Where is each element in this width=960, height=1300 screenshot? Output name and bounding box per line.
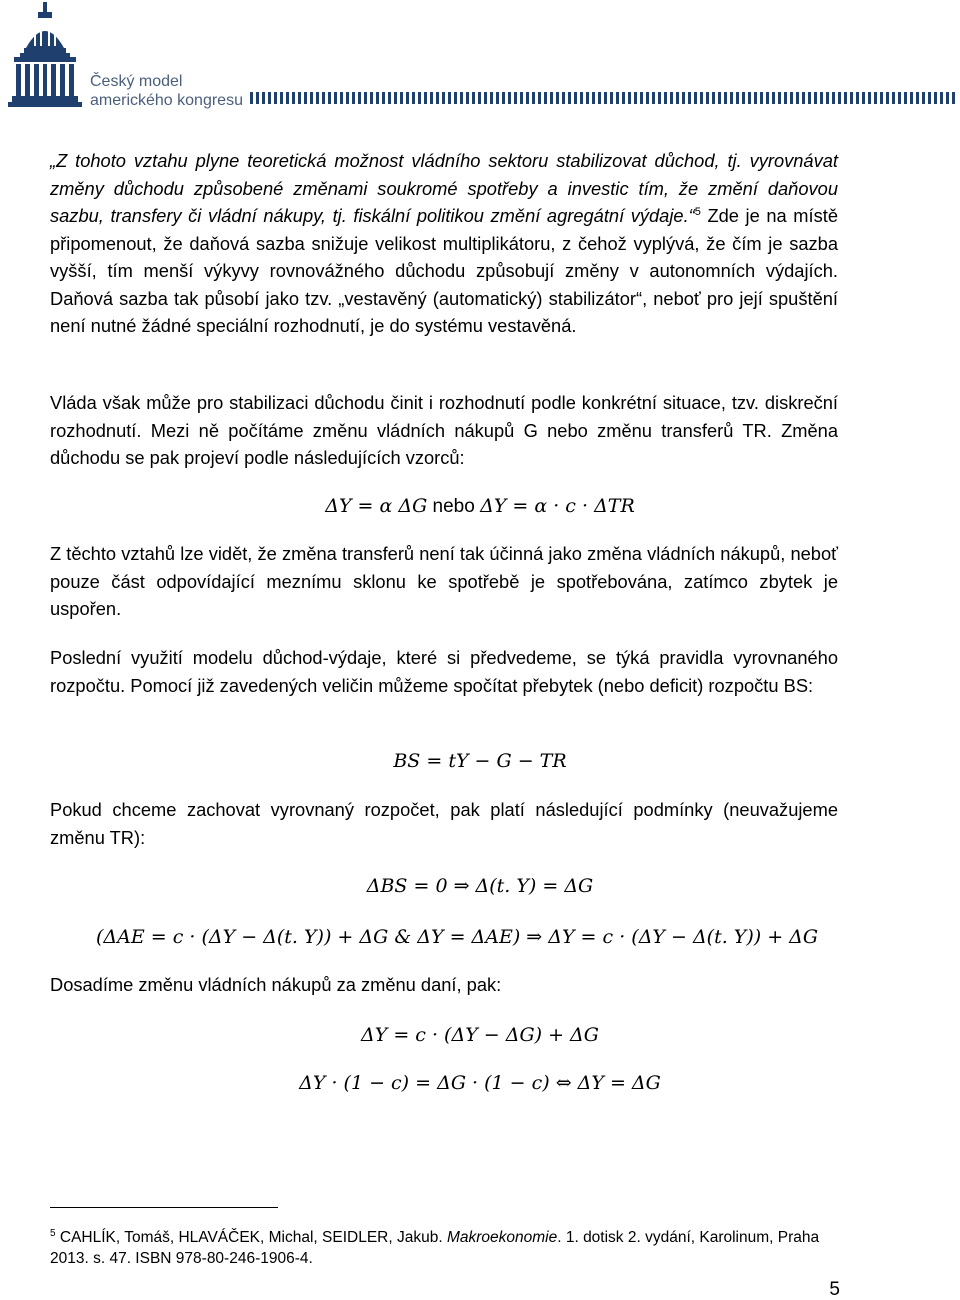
footnote-title: Makroekonomie <box>446 1229 558 1247</box>
brand-line-2: amerického kongresu <box>90 92 243 109</box>
capitol-dome-icon <box>4 2 86 108</box>
quote-text: „Z tohoto vztahu plyne teoretická možnost vládního sektoru stabilizovat důchod, tj. vyrovnávat změny důchodu způsobené změnami soukromé spotřeby a investic tím, že změní daňovou sazbu, transfery či vládní nákupy, tj. fiskální politikou změní agregátní výdaje.“ <box>50 150 838 226</box>
page-number: 5 <box>829 1279 840 1300</box>
equation-budget-surplus: BS = tY − G − TR <box>393 750 567 772</box>
equation-condition-1: ΔBS = 0 ⇒ Δ(t. Y) = ΔG <box>366 875 594 897</box>
header-stripe <box>250 92 958 104</box>
equation-substituted: ΔY = c · (ΔY − ΔG) + ΔG <box>361 1024 599 1046</box>
equation-multipliers <box>0 493 960 520</box>
equation-result: ΔY · (1 − c) = ΔG · (1 − c) ⇔ ΔY = ΔG <box>299 1072 661 1094</box>
paragraph-transfers: Z těchto vztahů lze vidět, že změna transferů není tak účinná jako změna vládních nákupů, neboť pouze část odpovídající meznímu sklonu ke spotřebě je spotřebována, zatímco zbytek je uspořen. <box>50 543 838 619</box>
paragraph-1-rest: Zde je na místě připomenout, že daňová sazba snižuje velikost multiplikátoru, z čehož vyplývá, že čím je sazba vyšší, tím menší výkyvy rovnovážného důchodu způsobují změny v autonomních výdajích. Daňová sazba tak působí jako tzv. „vestavěný (automatický) stabilizátor“, neboť pro její spuštění není nutné žádné speciální rozhodnutí, je do systému vestavěná. <box>50 205 838 336</box>
paragraph-substitution: Dosadíme změnu vládních nákupů za změnu daní, pak: <box>50 974 502 995</box>
paragraph-conditions: Pokud chceme zachovat vyrovnaný rozpočet, pak platí následující podmínky (neuvažujeme změnu TR): <box>50 799 838 848</box>
paragraph-balanced-budget: Poslední využití modelu důchod-výdaje, které si předvedeme, se týká pravidla vyrovnaného rozpočtu. Pomocí již zavedených veličin můžeme spočítat přebytek (nebo deficit) rozpočtu BS: <box>50 647 838 696</box>
footnote-authors: CAHLÍK, Tomáš, HLAVÁČEK, Michal, SEIDLER, Jakub. <box>55 1229 447 1247</box>
equation-1b: ΔY = α · c · ΔTR <box>480 495 635 517</box>
footnote-mark: 5 <box>50 1228 56 1239</box>
brand-name <box>90 72 243 110</box>
footnote <box>50 1223 850 1269</box>
footnote-reference[interactable]: 5 <box>694 205 701 218</box>
equation-condition-2: (ΔAE = c · (ΔY − Δ(t. Y)) + ΔG & ΔY = ΔAE) ⇒ ΔY = c · (ΔY − Δ(t. Y)) + ΔG <box>96 926 819 948</box>
equation-1a: ΔY = α ΔG <box>325 495 428 517</box>
brand-line-1: Český model <box>90 73 183 90</box>
footnote-divider <box>50 1207 278 1208</box>
equation-connector: nebo <box>427 496 481 517</box>
page-header <box>0 0 960 115</box>
paragraph-quote <box>50 147 838 340</box>
paragraph-discretion: Vláda však může pro stabilizaci důchodu činit i rozhodnutí podle konkrétní situace, tzv. diskreční rozhodnutí. Mezi ně počítáme změnu vládních nákupů G nebo změnu transferů TR. Změna důchodu se pak projeví podle následujících vzorců: <box>50 392 838 468</box>
footnote-rest: . 1. dotisk 2. vydání, Karolinum, Praha 2013. s. 47. ISBN 978-80-246-1906-4. <box>50 1229 820 1268</box>
